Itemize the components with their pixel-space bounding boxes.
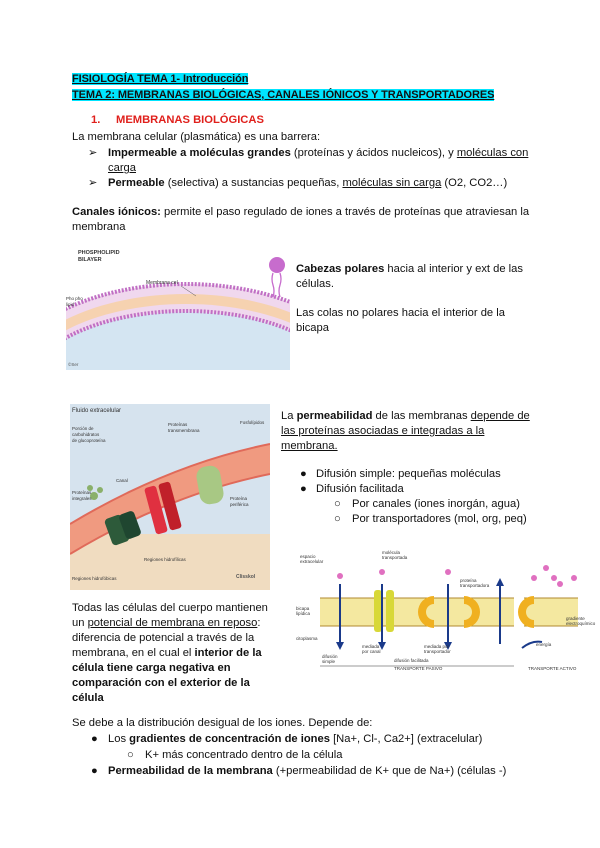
svg-text:mediada por: mediada por [424, 644, 450, 649]
bullet-dot-icon: ● [300, 468, 307, 480]
svg-text:extracelular: extracelular [300, 559, 324, 564]
svg-text:electroquímico: electroquímico [566, 621, 596, 626]
sub-bullet-potassium: K+ más concentrado dentro de la célula [145, 749, 343, 761]
svg-text:Clisskol: Clisskol [236, 574, 256, 580]
svg-text:Porción de: Porción de [72, 426, 94, 431]
svg-text:de glucoproteína: de glucoproteína [72, 438, 106, 443]
bullet-dot-icon: ● [300, 483, 307, 495]
svg-text:difusión facilitada: difusión facilitada [394, 658, 429, 663]
svg-text:periférica: periférica [230, 502, 249, 507]
fig1-label-left2: lipid [66, 302, 75, 307]
fig1-corner: ©Ser [68, 362, 79, 367]
svg-text:lipídica: lipídica [296, 611, 311, 616]
svg-text:transportador: transportador [424, 649, 451, 654]
svg-text:Regiones hidrofóbicas: Regiones hidrofóbicas [72, 576, 117, 581]
doc-header-line2: TEMA 2: MEMBRANAS BIOLÓGICAS, CANALES IÓNICOS Y TRANSPORTADORES [72, 89, 495, 101]
svg-text:Fosfolípidos: Fosfolípidos [240, 420, 265, 425]
phospholipid-bilayer-figure [66, 244, 290, 370]
svg-text:transmembrana: transmembrana [168, 428, 200, 433]
bullet-simple-diffusion: Difusión simple: pequeñas moléculas [316, 468, 501, 480]
bullet-circle-icon: ○ [334, 513, 341, 525]
svg-text:Canal: Canal [116, 478, 128, 483]
svg-text:difusión: difusión [322, 654, 338, 659]
svg-text:simple: simple [322, 659, 336, 664]
bullet-gradients: Los gradientes de concentración de iones [Na+, Cl-, Ca2+] (extracelular) [108, 733, 483, 745]
svg-text:bicapa: bicapa [296, 606, 310, 611]
svg-text:Proteínas: Proteínas [168, 422, 188, 427]
svg-text:mediada: mediada [362, 644, 380, 649]
svg-text:carbohidratos: carbohidratos [72, 432, 100, 437]
sub-bullet-transporters: Por transportadores (mol, org, peq) [352, 513, 527, 525]
bullet-circle-icon: ○ [334, 498, 341, 510]
fig1-label-membrane: Membrana cel [146, 280, 178, 286]
ions-intro: Se debe a la distribución desigual de los iones. Depende de: [72, 717, 373, 729]
membrane-potential-paragraph: Todas las células del cuerpo mantienen un potencial de membrana en reposo: diferencia de potencial a través de la membrana, en el cual el interior de la célula tiene carga negativa en comparación con el exterior de la célula [72, 602, 268, 704]
svg-text:gradiente: gradiente [566, 616, 585, 621]
fig1-label-bilayer: BILAYER [78, 257, 102, 263]
svg-text:proteína: proteína [460, 578, 477, 583]
section-number: 1. [91, 114, 101, 126]
svg-text:TRANSPORTE PASIVO: TRANSPORTE PASIVO [394, 666, 443, 670]
bullet-impermeable: Impermeable a moléculas grandes (proteínas y ácidos nucleicos), y moléculas con carga [108, 147, 529, 174]
svg-text:transportadora: transportadora [460, 583, 490, 588]
fig2-title: Fluido extracelular [72, 408, 122, 414]
membrane-proteins-figure [70, 404, 270, 590]
bullet-dot-icon: ● [91, 765, 98, 777]
doc-header-line1: FISIOLOGÍA TEMA 1- Introducción [72, 73, 249, 85]
svg-text:transportada: transportada [382, 555, 408, 560]
polar-heads-text: Cabezas polares hacia al interior y ext de las células. [296, 263, 523, 290]
bullet-permeability: Permeabilidad de la membrana (+permeabilidad de K+ que de Na+) (células -) [108, 765, 507, 777]
bullet-circle-icon: ○ [127, 749, 134, 761]
svg-text:Regiones hidrofílicas: Regiones hidrofílicas [144, 557, 186, 562]
bullet-arrow-icon: ➢ [88, 177, 98, 189]
svg-text:citoplasma: citoplasma [296, 636, 318, 641]
svg-text:espacio: espacio [300, 554, 316, 559]
permeability-paragraph: La permeabilidad de las membranas depende de las proteínas asociadas e integradas a la membrana. [281, 410, 530, 452]
bullet-permeable: Permeable (selectiva) a sustancias pequeñas, moléculas sin carga (O2, CO2…) [108, 177, 508, 189]
svg-text:Proteína: Proteína [230, 496, 248, 501]
svg-text:TRANSPORTE ACTIVO: TRANSPORTE ACTIVO [528, 666, 577, 670]
membrane-transport-figure [294, 548, 600, 670]
svg-text:por canal: por canal [362, 649, 381, 654]
bullet-arrow-icon: ➢ [88, 147, 98, 159]
channels-paragraph: Canales iónicos: permite el paso regulado de iones a través de proteínas que atraviesan la membrana [72, 206, 530, 233]
svg-text:molécula: molécula [382, 550, 401, 555]
fig1-label-left1: Pho pho [66, 296, 83, 301]
nonpolar-tails-text: Las colas no polares hacia el interior de la bicapa [296, 307, 505, 334]
fig1-label-phospholipid: PHOSPHOLIPID [78, 250, 120, 256]
intro-text: La membrana celular (plasmática) es una barrera: [72, 131, 321, 143]
section-title: MEMBRANAS BIOLÓGICAS [116, 114, 264, 126]
svg-text:integrales: integrales [72, 496, 92, 501]
sub-bullet-channels: Por canales (iones inorgán, agua) [352, 498, 520, 510]
bullet-facilitated-diffusion: Difusión facilitada [316, 483, 404, 495]
svg-text:Proteínas: Proteínas [72, 490, 92, 495]
svg-text:energía: energía [536, 642, 552, 647]
bullet-dot-icon: ● [91, 733, 98, 745]
